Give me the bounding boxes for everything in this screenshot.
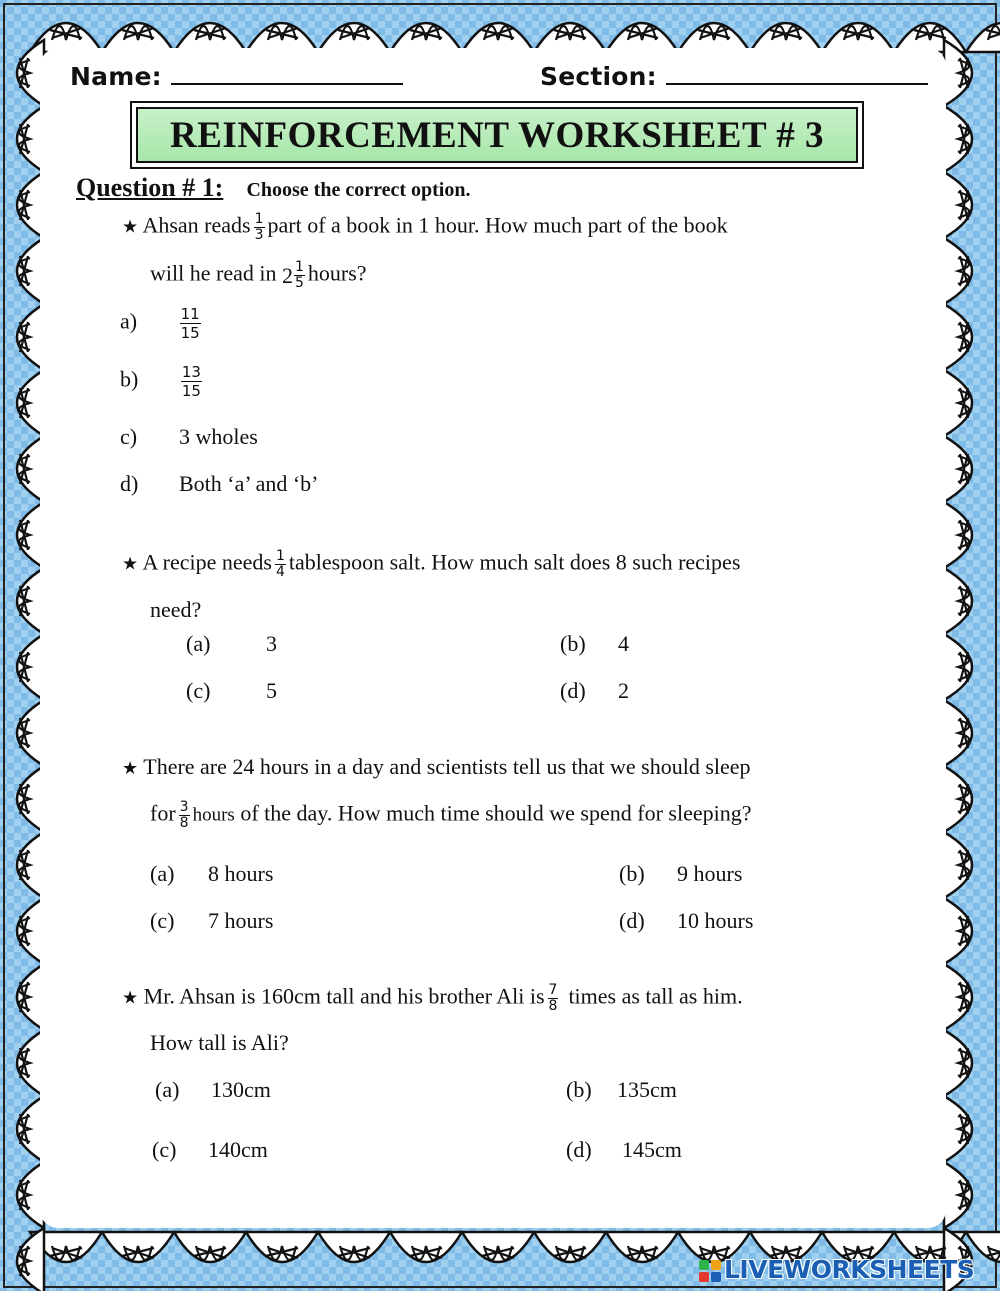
q3-text-a: There are 24 hours in a day and scientists tell us that we should sleep [143, 754, 751, 779]
star-icon: ★ [122, 216, 139, 238]
q2-option-c[interactable]: (c) 5 [186, 678, 277, 703]
q2-option-d[interactable]: (d) 2 [560, 678, 629, 703]
q3-line-1 [122, 754, 751, 780]
q4-line-2: How tall is Ali? [150, 1030, 289, 1055]
q2-line-1 [122, 549, 740, 580]
q4-line-1 [122, 983, 743, 1014]
question-heading: Question # 1: [76, 173, 224, 202]
q3-line-2: for $\frac{3}{8}$ hours of the day. How much time should we spend for sleeping? [150, 799, 752, 831]
q1-text-d: hours? [307, 260, 367, 286]
q4-text-a: Mr. Ahsan is 160cm tall and his brother Ali is [143, 983, 545, 1009]
q1-text-c: will he read in [150, 260, 277, 286]
q3-option-c[interactable]: (c) 7 hours [150, 908, 274, 933]
q1-text-b: part of a book in 1 hour. How much part of the book [267, 212, 728, 238]
q1-option-b[interactable]: b) $\frac{13}{15}$ [120, 363, 201, 400]
q3-option-b[interactable]: (b) 9 hours [619, 861, 743, 886]
star-icon: ★ [122, 758, 139, 779]
q4-fraction: $\frac{7}{8}$ [548, 982, 558, 1014]
q1-fraction: $\frac{1}{3}$ [254, 211, 264, 243]
q2-text-a: A recipe needs [142, 549, 272, 575]
star-icon: ★ [122, 987, 139, 1009]
q1-option-d[interactable]: d) Both ‘a’ and ‘b’ [120, 471, 319, 496]
q2-line-2: need? [150, 597, 202, 622]
q4-option-b[interactable]: (b) 135cm [566, 1077, 677, 1102]
q2-option-b[interactable]: (b) 4 [560, 631, 629, 656]
q4-option-d[interactable]: (d) 145cm [566, 1137, 682, 1162]
name-label: Name: [70, 62, 162, 91]
q1-line-1 [122, 212, 728, 243]
question-header [76, 173, 470, 203]
q4-text-b: times as tall as him. [568, 983, 743, 1009]
q2-fraction: $\frac{1}{4}$ [275, 548, 285, 580]
q2-text-b: tablespoon salt. How much salt does 8 such recipes [288, 549, 741, 575]
section-label: Section: [540, 62, 657, 91]
q2-option-a[interactable]: (a) 3 [186, 631, 277, 656]
q4-option-a[interactable]: (a) 130cm [155, 1077, 271, 1102]
q1-line-2 [150, 260, 367, 291]
question-instruction: Choose the correct option. [246, 179, 471, 201]
q3-option-d[interactable]: (d) 10 hours [619, 908, 754, 933]
q4-option-c[interactable]: (c) 140cm [152, 1137, 268, 1162]
section-blank[interactable] [666, 63, 928, 85]
q1-option-c[interactable]: c) 3 wholes [120, 424, 258, 449]
name-field[interactable] [70, 62, 403, 91]
watermark-text: LIVEWORKSHEETS [724, 1255, 975, 1284]
liveworksheets-logo-icon [698, 1259, 722, 1283]
title-banner [130, 101, 864, 169]
q1-mixed-number: 2 $\frac{1}{5}$ [281, 259, 304, 291]
name-blank[interactable] [171, 63, 403, 85]
q3-option-a[interactable]: (a) 8 hours [150, 861, 274, 886]
section-field[interactable] [540, 62, 928, 91]
q3-fraction: $\frac{3}{8}$ [179, 799, 189, 831]
q1-option-a[interactable]: a) $\frac{11}{15}$ [120, 305, 200, 342]
q1-text-a: Ahsan reads [142, 212, 251, 238]
star-icon: ★ [122, 553, 139, 575]
worksheet-title: REINFORCEMENT WORKSHEET # 3 [170, 114, 824, 156]
